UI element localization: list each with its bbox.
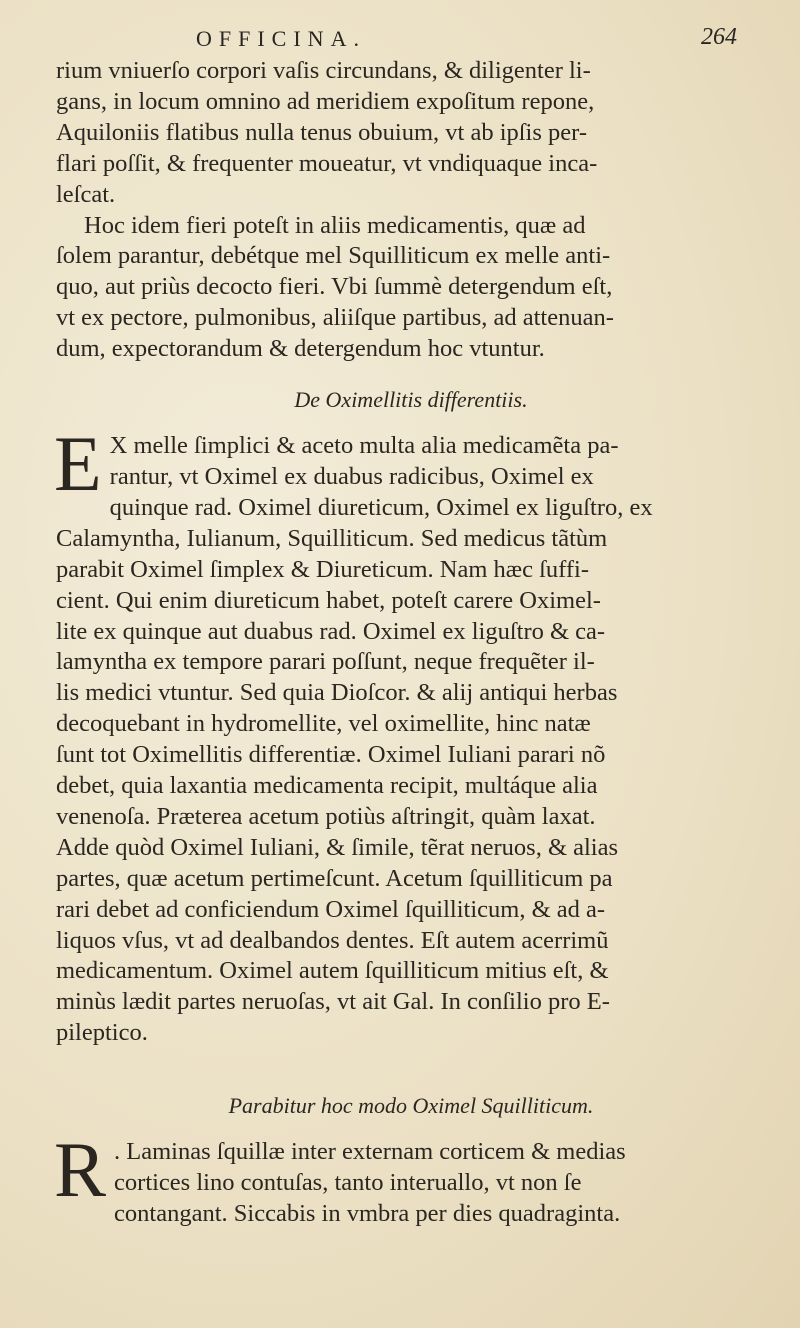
text-line: dum, expectorandum & detergendum hoc vtuntur.: [56, 335, 545, 363]
paragraph-continuation: [56, 56, 766, 211]
drop-cap: R: [54, 1126, 107, 1214]
text-line: flari poſſit, & frequenter moueatur, vt vndiquaque inca-: [56, 149, 598, 177]
text-line: ſunt tot Oximellitis differentiæ. Oximel Iuliani parari nõ: [56, 741, 606, 769]
text-line: . Laminas ſquillæ inter externam corticem & medias: [114, 1138, 626, 1166]
running-head-title: OFFICINA.: [196, 26, 366, 51]
text-line: decoquebant in hydromellite, vel oximellite, hinc natæ: [56, 710, 591, 738]
paragraph-oximellitis: [54, 420, 766, 1049]
text-line: cient. Qui enim diureticum habet, poteſt carere Oximel-: [56, 586, 601, 614]
text-line: Hoc idem fieri poteſt in aliis medicamentis, quæ ad: [84, 211, 586, 239]
text-line: partes, quæ acetum pertimeſcunt. Acetum ſquilliticum pa: [56, 864, 613, 892]
book-page: [56, 22, 766, 1230]
text-line: Calamyntha, Iulianum, Squilliticum. Sed medicus tãtùm: [56, 524, 608, 552]
text-line: cortices lino contuſas, tanto interuallo, vt non ſe: [114, 1169, 582, 1197]
text-line: parabit Oximel ſimplex & Diureticum. Nam hæc ſuffi-: [56, 555, 589, 583]
paragraph-recipe: [54, 1126, 766, 1230]
text-line: X melle ſimplici & aceto multa alia medicamẽta pa-: [109, 432, 619, 460]
page-number: 264: [701, 24, 737, 50]
text-line: medicamentum. Oximel autem ſquilliticum mitius eſt, &: [56, 957, 609, 985]
text-line: minùs lædit partes neruoſas, vt ait Gal. In conſilio pro E-: [56, 988, 610, 1016]
text-line: lite ex quinque aut duabus rad. Oximel ex liguſtro & ca-: [56, 617, 606, 645]
text-line: lamyntha ex tempore parari poſſunt, neque frequẽter il-: [56, 648, 595, 676]
running-head: [56, 22, 766, 56]
text-line: gans, in locum omnino ad meridiem expoſitum repone,: [56, 87, 595, 115]
text-line: leſcat.: [56, 180, 116, 208]
text-line: contangant. Siccabis in vmbra per dies quadraginta.: [114, 1200, 621, 1227]
text-line: pileptico.: [56, 1019, 148, 1047]
text-line: vt ex pectore, pulmonibus, aliiſque partibus, ad attenuan-: [56, 304, 614, 332]
text-line: venenoſa. Præterea acetum potiùs aſtringit, quàm laxat.: [56, 802, 596, 830]
text-line: quinque rad. Oximel diureticum, Oximel ex liguſtro, ex: [109, 493, 653, 521]
text-line: quo, aut priùs decocto fieri. Vbi ſummè detergendum eſt,: [56, 273, 613, 301]
text-line: Adde quòd Oximel Iuliani, & ſimile, tẽrat neruos, & alias: [56, 833, 619, 861]
text-line: Aquiloniis flatibus nulla tenus obuium, vt ab ipſis per-: [56, 118, 587, 146]
drop-cap: E: [54, 420, 102, 508]
text-line: liquos vſus, vt ad dealbandos dentes. Eſt autem acerrimũ: [56, 926, 609, 954]
paragraph-hoc-idem: [56, 211, 766, 366]
text-line: ſolem parantur, debétque mel Squilliticum ex melle anti-: [56, 242, 611, 270]
text-line: rari debet ad conficiendum Oximel ſquilliticum, & ad a-: [56, 895, 606, 923]
text-line: rium vniuerſo corpori vaſis circundans, & diligenter li-: [56, 57, 591, 84]
text-line: lis medici vtuntur. Sed quia Dioſcor. & alij antiqui herbas: [56, 679, 618, 707]
section-heading-recipe: Parabitur hoc modo Oximel Squilliticum.: [228, 1093, 594, 1119]
section-heading: De Oximellitis differentiis.: [294, 387, 528, 413]
text-line: rantur, vt Oximel ex duabus radicibus, Oximel ex: [109, 462, 594, 490]
text-line: debet, quia laxantia medicamenta recipit, multáque alia: [56, 772, 598, 800]
